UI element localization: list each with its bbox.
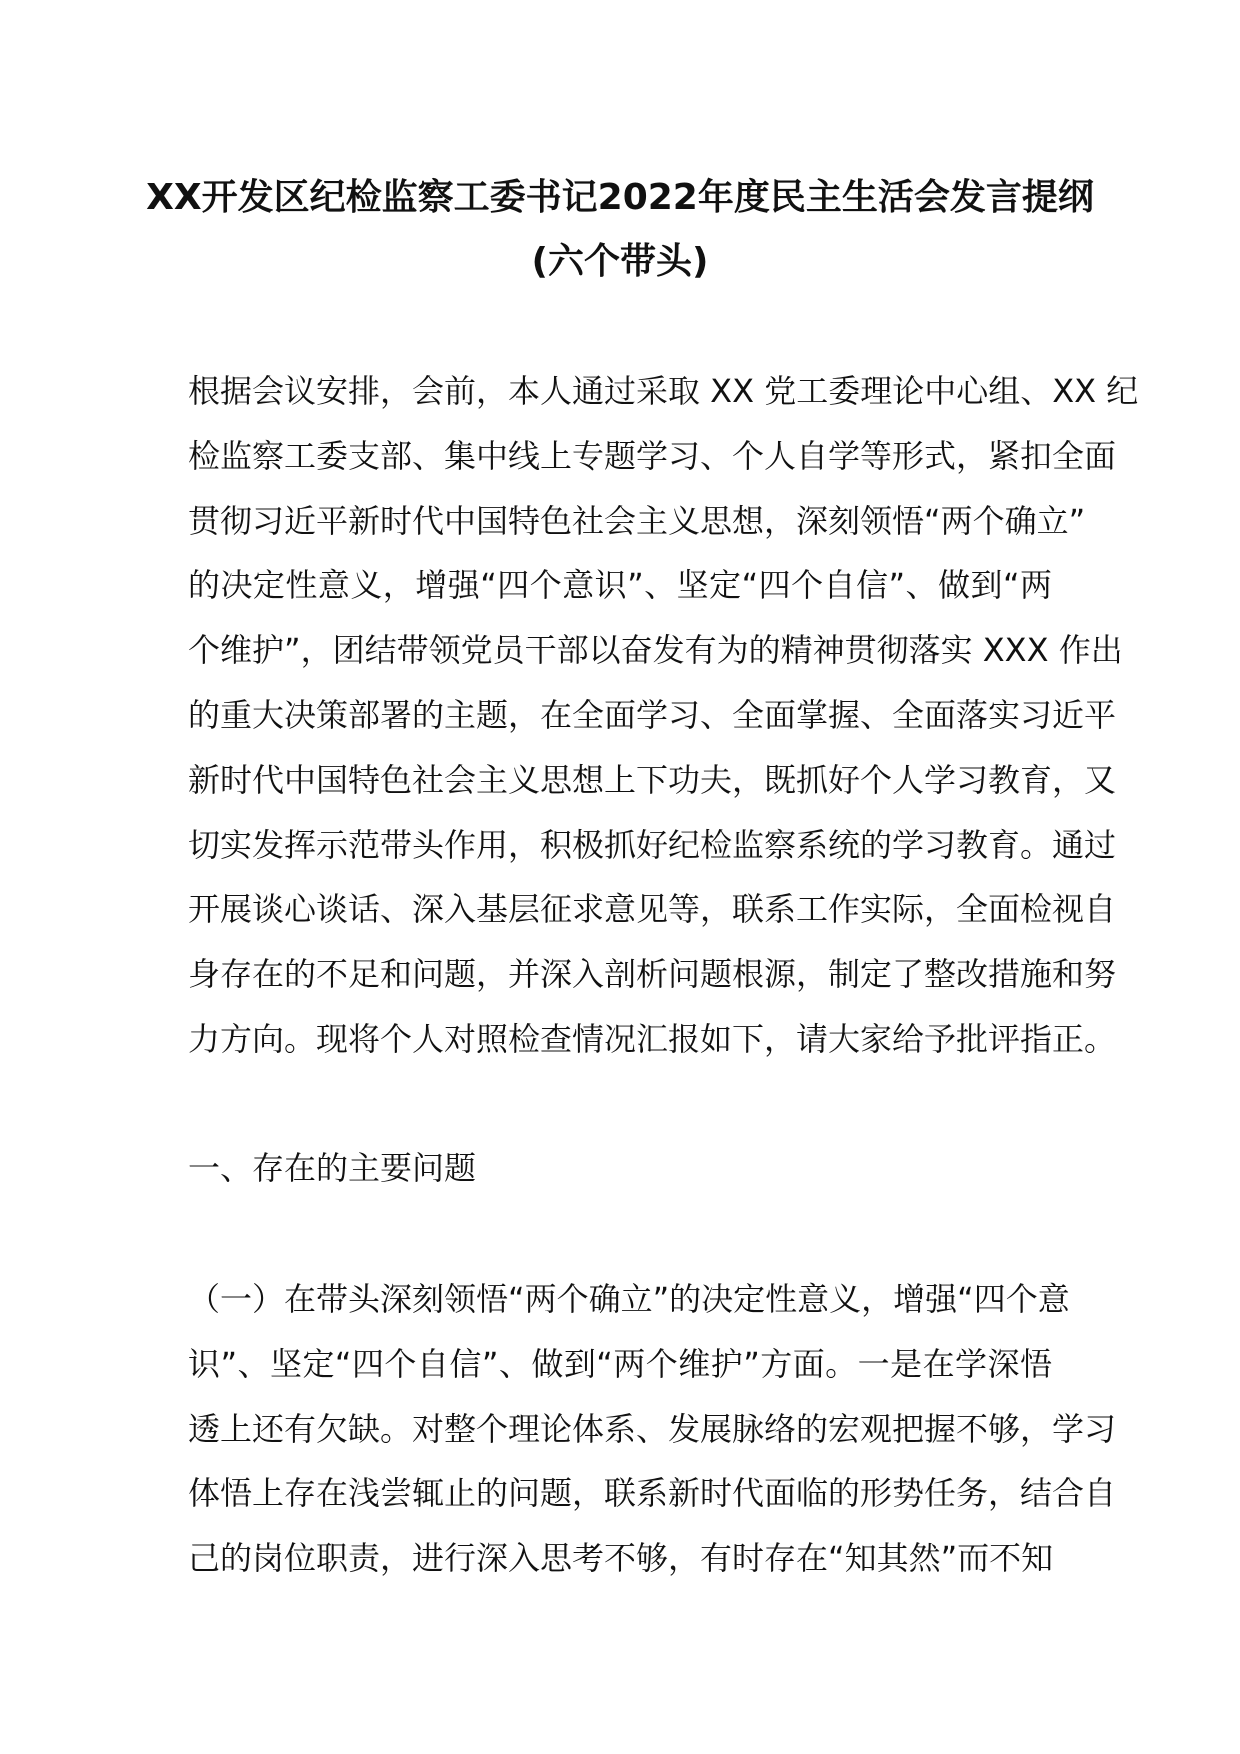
text-line: 切实发挥示范带头作用，积极抓好纪检监察系统的学习教育。通过 — [188, 826, 1117, 864]
text-line: 开展谈心谈话、深入基层征求意见等，联系工作实际，全面检视自 — [188, 890, 1117, 928]
text-line: 贯彻习近平新时代中国特色社会主义思想，深刻领悟“两个确立” — [188, 502, 1086, 540]
text-line: 识”、坚定“四个自信”、做到“两个维护”方面。一是在学深悟 — [188, 1345, 1052, 1383]
text-line: 体悟上存在浅尝辄止的问题，联系新时代面临的形势任务，结合自 — [188, 1474, 1117, 1512]
text-line: 力方向。现将个人对照检查情况汇报如下，请大家给予批评指正。 — [188, 1020, 1117, 1058]
document-title: XX开发区纪检监察工委书记2022年度民主生活会发言提纲 — [146, 177, 1094, 218]
text-line: 检监察工委支部、集中线上专题学习、个人自学等形式，紧扣全面 — [188, 437, 1117, 475]
text-line: 透上还有欠缺。对整个理论体系、发展脉络的宏观把握不够，学习 — [188, 1410, 1117, 1448]
text-line: 的重大决策部署的主题，在全面学习、全面掌握、全面落实习近平 — [188, 696, 1117, 734]
text-line: 的决定性意义，增强“四个意识”、坚定“四个自信”、做到“两 — [188, 566, 1052, 604]
text-line: 个维护”，团结带领党员干部以奋发有为的精神贯彻落实 XXX 作出 — [188, 631, 1123, 669]
text-line: （一）在带头深刻领悟“两个确立”的决定性意义，增强“四个意 — [188, 1280, 1070, 1318]
section-heading: 一、存在的主要问题 — [188, 1149, 477, 1187]
text-line: 根据会议安排，会前，本人通过采取 XX 党工委理论中心组、XX 纪 — [188, 372, 1139, 410]
text-line: 己的岗位职责，进行深入思考不够，有时存在“知其然”而不知 — [188, 1539, 1054, 1577]
text-line: 新时代中国特色社会主义思想上下功夫，既抓好个人学习教育，又 — [188, 761, 1117, 799]
document-subtitle: (六个带头) — [531, 241, 709, 282]
text-line: 身存在的不足和问题，并深入剖析问题根源，制定了整改措施和努 — [188, 955, 1117, 993]
